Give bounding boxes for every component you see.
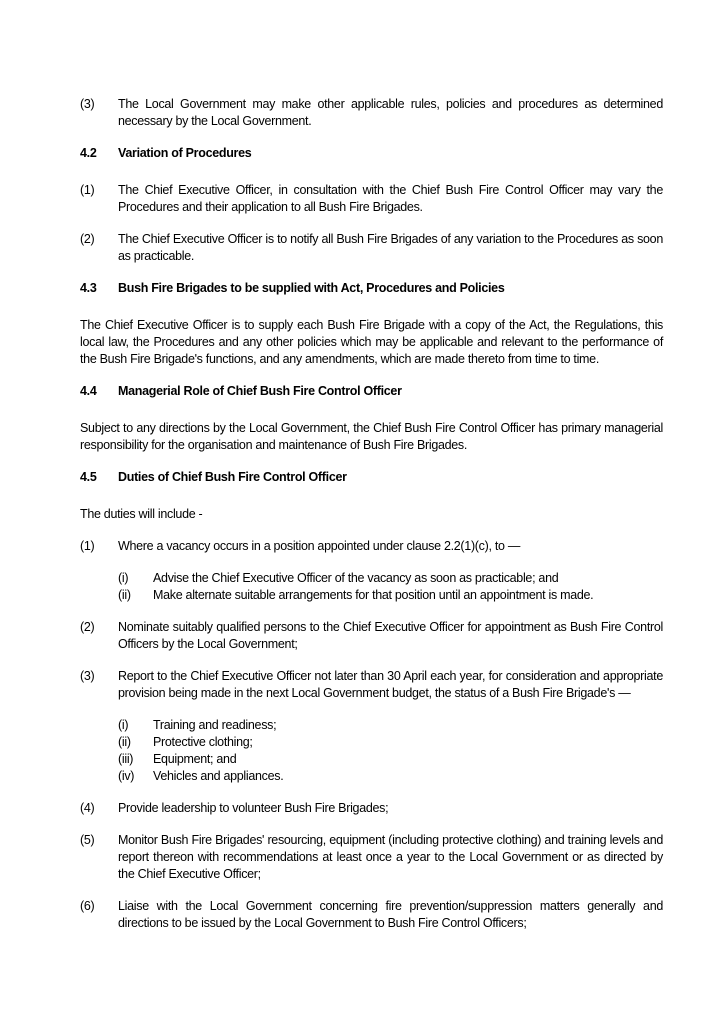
item-text: Provide leadership to volunteer Bush Fire Brigades; (118, 801, 389, 815)
subitem-number: (ii) (118, 588, 131, 602)
paragraph: The Chief Executive Officer is to supply each Bush Fire Brigade with a copy of the Act, the Regulations, this local law, the Procedures and any other policies which may be applicable and relevant to the performance of the Bush Fire Brigade's functions, and any amendments, which are made thereto from time to time. (80, 318, 663, 366)
item-number: (5) (80, 833, 95, 847)
item-number: (3) (80, 97, 95, 111)
section-heading (80, 469, 663, 486)
item-number: (2) (80, 232, 95, 246)
subitem-text: Advise the Chief Executive Officer of the vacancy as soon as practicable; and (153, 571, 559, 585)
item-text: Liaise with the Local Government concerning fire prevention/suppression matters generally and directions to be issued by the Local Government to Bush Fire Control Officers; (118, 899, 663, 930)
item-text: Nominate suitably qualified persons to the Chief Executive Officer for appointment as Bush Fire Control Officers by the Local Government; (118, 620, 663, 651)
subitem (118, 717, 663, 734)
section-title: Variation of Procedures (118, 146, 252, 160)
subitem (118, 734, 663, 751)
item-text: Monitor Bush Fire Brigades' resourcing, equipment (including protective clothing) and training levels and report thereon with recommendations at least once a year to the Local Government or as directed by the Chief Executive Officer; (118, 833, 663, 881)
numbered-item (80, 800, 663, 817)
paragraph: The duties will include - (80, 507, 203, 521)
section-heading (80, 145, 663, 162)
section-title: Managerial Role of Chief Bush Fire Control Officer (118, 384, 402, 398)
item-number: (1) (80, 183, 95, 197)
subitem-text: Vehicles and appliances. (153, 769, 284, 783)
section-heading (80, 280, 663, 297)
item-text: The Chief Executive Officer, in consultation with the Chief Bush Fire Control Officer may vary the Procedures and their application to all Bush Fire Brigades. (118, 183, 663, 214)
item-text: Where a vacancy occurs in a position appointed under clause 2.2(1)(c), to — (118, 539, 521, 553)
section-title: Duties of Chief Bush Fire Control Officer (118, 470, 347, 484)
item-text: The Local Government may make other applicable rules, policies and procedures as determined necessary by the Local Government. (118, 97, 663, 128)
subitem-number: (i) (118, 718, 129, 732)
subitem-number: (ii) (118, 735, 131, 749)
item-number: (1) (80, 539, 95, 553)
numbered-item (80, 898, 663, 932)
numbered-item (80, 832, 663, 883)
numbered-item (80, 231, 663, 265)
subitem (118, 587, 663, 604)
subitem-text: Make alternate suitable arrangements for that position until an appointment is made. (153, 588, 594, 602)
numbered-item (80, 619, 663, 653)
section-number: 4.5 (80, 470, 97, 484)
item-number: (3) (80, 669, 95, 683)
subitem (118, 751, 663, 768)
item-number: (4) (80, 801, 95, 815)
subitem (118, 570, 663, 587)
item-number: (2) (80, 620, 95, 634)
section-number: 4.3 (80, 281, 97, 295)
item-text: The Chief Executive Officer is to notify all Bush Fire Brigades of any variation to the Procedures as soon as practicable. (118, 232, 663, 263)
item-number: (6) (80, 899, 95, 913)
numbered-item (80, 182, 663, 216)
subitem-list (118, 570, 663, 604)
subitem-text: Equipment; and (153, 752, 237, 766)
subitem (118, 768, 663, 785)
numbered-item (80, 538, 663, 555)
subitem-number: (iv) (118, 769, 135, 783)
subitem-number: (i) (118, 571, 129, 585)
subitem-text: Protective clothing; (153, 735, 253, 749)
paragraph: Subject to any directions by the Local Government, the Chief Bush Fire Control Officer has primary managerial responsibility for the organisation and maintenance of Bush Fire Brigades. (80, 421, 663, 452)
subitem-list (118, 717, 663, 785)
section-number: 4.2 (80, 146, 97, 160)
section-number: 4.4 (80, 384, 97, 398)
item-text: Report to the Chief Executive Officer not later than 30 April each year, for consideration and appropriate provision being made in the next Local Government budget, the status of a Bush Fire Brigade's — (118, 669, 663, 700)
section-title: Bush Fire Brigades to be supplied with Act, Procedures and Policies (118, 281, 505, 295)
subitem-number: (iii) (118, 752, 134, 766)
section-heading (80, 383, 663, 400)
subitem-text: Training and readiness; (153, 718, 277, 732)
numbered-item (80, 96, 663, 130)
numbered-item (80, 668, 663, 702)
